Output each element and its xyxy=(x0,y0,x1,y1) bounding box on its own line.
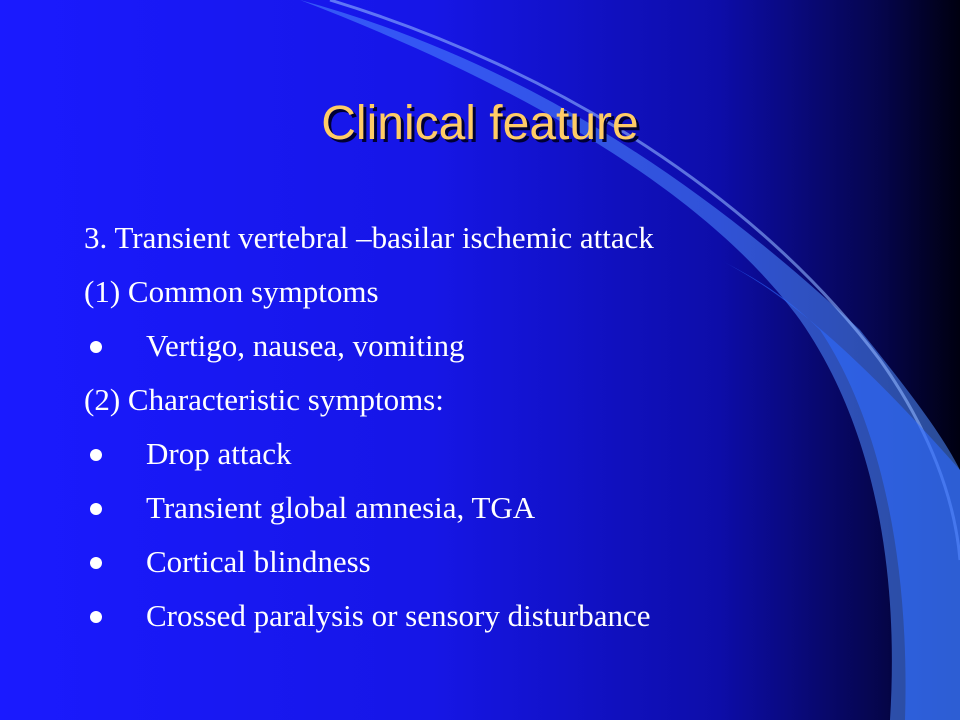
bullet-text: Crossed paralysis or sensory disturbance xyxy=(146,598,651,633)
line-text: 3. Transient vertebral –basilar ischemic attack xyxy=(84,220,654,255)
bullet-text: Drop attack xyxy=(146,436,292,471)
bullet-item xyxy=(84,488,904,542)
bullet-dot-icon xyxy=(90,503,102,515)
bullet-dot-icon xyxy=(90,611,102,623)
bullet-item xyxy=(84,596,904,650)
line-text: (2) Characteristic symptoms: xyxy=(84,382,444,417)
bullet-text: Vertigo, nausea, vomiting xyxy=(146,328,465,363)
bullet-dot-icon xyxy=(90,341,102,353)
text-line xyxy=(84,272,904,326)
bullet-item xyxy=(84,542,904,596)
line-text: (1) Common symptoms xyxy=(84,274,379,309)
bullet-text: Transient global amnesia, TGA xyxy=(146,490,536,525)
bullet-dot-icon xyxy=(90,557,102,569)
slide-title: Clinical feature xyxy=(321,97,639,150)
bullet-text: Cortical blindness xyxy=(146,544,371,579)
text-line xyxy=(84,218,904,272)
text-line xyxy=(84,380,904,434)
bullet-item xyxy=(84,326,904,380)
slide-body xyxy=(84,218,904,650)
bullet-item xyxy=(84,434,904,488)
bullet-dot-icon xyxy=(90,449,102,461)
